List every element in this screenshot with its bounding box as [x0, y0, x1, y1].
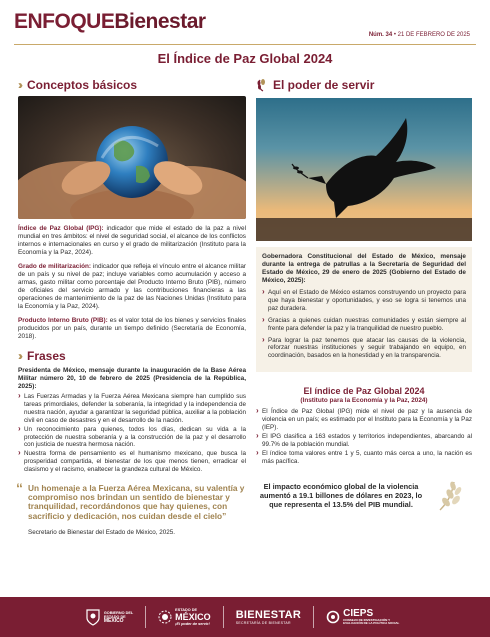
right-column	[256, 78, 472, 512]
footer-divider	[145, 606, 146, 628]
list-item: › Gracias a quienes cuidan nuestras comunidades y están siempre al frente para defender la paz y la tranquilidad de nuestro pueblo.	[262, 317, 466, 333]
definition-pib	[18, 317, 246, 341]
coat-of-arms-icon	[85, 608, 101, 626]
list-item: › El IPG clasifica a 163 estados y territorios independientes, abarcando al 99.7% de la población mundial.	[256, 433, 472, 449]
definition-militarizacion	[18, 263, 246, 311]
masthead-logo	[14, 10, 206, 34]
ipg-list	[256, 408, 472, 465]
masthead	[14, 10, 476, 40]
double-chevron-icon: ››	[18, 78, 20, 92]
issue-info	[369, 32, 470, 38]
logo-part-enfoque: ENFOQUE	[14, 10, 115, 33]
quote-text	[28, 484, 246, 521]
hands-globe-image	[18, 96, 246, 219]
cieps-subtitle: CONSEJO DE INVESTIGACIÓN Y EVALUACIÓN DE LA POLÍTICA SOCIAL	[343, 617, 400, 625]
dove-illustration	[256, 98, 472, 241]
footer-divider	[313, 606, 314, 628]
edomex-big: MÉXICO	[175, 611, 211, 622]
list-item: › Aquí en el Estado de México estamos construyendo un proyecto para que haya bienestar y oportunidades, y eso se logra si tenemos una paz duradera.	[262, 289, 466, 313]
edomex-slogan: ¡El poder de servir!	[175, 621, 210, 626]
governor-speech-box	[256, 247, 472, 372]
logo-part-bienestar: Bienestar	[114, 10, 206, 33]
list-item: › Las Fuerzas Armadas y la Fuerza Aérea Mexicana siempre han cumplido sus tareas primordiales, defender la soberanía, la integridad y la independencia de nuestra nación, ayudar a garantizar la seguridad pública, auxiliar a la población civil en caso de desastres y en el desarrollo de la nación.	[18, 393, 246, 425]
list-item: › Un reconocimiento para quienes, todos los días, dedican su vida a la protección de nuestra soberanía y a la construcción de la paz y el desarrollo con justicia de nuestra hermosa nación.	[18, 426, 246, 450]
definition-term: Índice de Paz Global (IPG):	[18, 225, 104, 232]
cieps-wordmark: CIEPS	[343, 607, 374, 619]
pull-quote	[16, 480, 246, 536]
footer-cieps-logo	[326, 609, 405, 626]
sun-flower-icon	[158, 610, 172, 624]
frases-list	[18, 393, 246, 474]
header-divider	[14, 44, 476, 45]
footer-divider	[223, 606, 224, 628]
bienestar-wordmark: BIENESTAR	[235, 609, 302, 621]
definition-ipg	[18, 225, 246, 257]
ipg-subtitle: (Instituto para la Economía y la Paz, 2024)	[300, 397, 428, 405]
edomex-small: ESTADO DE	[175, 608, 198, 613]
frases-heading-text: Frases	[27, 349, 66, 363]
edomex-text	[175, 608, 211, 625]
open-quote-mark: “	[16, 480, 23, 497]
definition-text: es el valor total de los bienes y servicios finales producidos por un país, durante un tiempo definido (Secretaría de Economía, 2018).	[18, 317, 246, 340]
hands-globe-illustration	[18, 96, 246, 219]
bienestar-subtitle: SECRETARÍA DE BIENESTAR	[235, 621, 291, 625]
left-column	[18, 78, 246, 536]
issue-number: Núm. 34	[368, 32, 393, 38]
page-title: El Índice de Paz Global 2024	[157, 51, 333, 66]
close-quote-mark: ”	[222, 510, 227, 521]
definition-term: Producto Interno Bruto (PIB):	[18, 317, 108, 324]
definition-text: indicador que mide el estado de la paz a nivel mundial en tres ámbitos: el nivel de seguridad social, el alcance de los conflictos internos e internacionales en curso y el grado de militarización (Instituto para la Economía y la Paz, 2024).	[18, 225, 246, 256]
issue-date: • 21 DE FEBRERO DE 2025	[393, 32, 470, 38]
list-item: › Nuestra forma de pensamiento es el humanismo mexicano, que busca la prosperidad compartida, el bienestar de los que menos tienen, erradicar el clasismo y el racismo, enaltecer la grandeza cultural de México.	[18, 450, 246, 474]
cieps-circle-icon	[326, 610, 340, 624]
cieps-text	[343, 609, 405, 626]
gobierno-line3: MÉXICO	[103, 618, 124, 625]
laurel-icon	[256, 78, 270, 92]
conceptos-heading-text: Conceptos básicos	[27, 78, 138, 92]
gobierno-line1: GOBIERNO DEL	[103, 610, 134, 615]
dove-image	[256, 98, 472, 241]
quote-body: Un homenaje a la Fuerza Aérea Mexicana, su valentía y compromiso nos brindan un sentido de bienestar y tranquilidad, recordándonos que hay quienes, con sacrificio y dedicación, nos cuidan desde el cielo	[28, 483, 245, 521]
footer-gobierno-logo	[85, 608, 133, 626]
poder-list	[262, 289, 466, 360]
impact-callout	[256, 480, 472, 512]
list-item: › Para lograr la paz tenemos que atacar las causas de la violencia, reforzar nuestras instituciones y seguir trabajando en equipo, en coordinación, basados en la honestidad y en la transparencia.	[262, 337, 466, 361]
footer-bar	[0, 597, 490, 637]
list-item: › El Índice de Paz Global (IPG) mide el nivel de paz y la ausencia de violencia en un país; es estimado por el Instituto para la Economía y la Paz (IEP).	[256, 408, 472, 432]
list-item: › El índice toma valores entre 1 y 5, cuanto más cerca a uno, la nación es más pacífica.	[256, 450, 472, 466]
frases-speaker: Presidenta de México, mensaje durante la inauguración de la Base Aérea Militar número 20, 10 de febrero de 2025 (Presidencia de la República, 2025):	[18, 367, 246, 390]
poder-speaker: Gobernadora Constitucional del Estado de México, mensaje durante la entrega de patrullas a la Secretaría de Seguridad del Estado de México, 29 de enero de 2025 (Gobierno del Estado de México, 2025):	[262, 253, 466, 284]
conceptos-heading	[18, 78, 246, 92]
gobierno-text	[104, 611, 133, 624]
definition-term: Grado de militarización:	[18, 263, 92, 270]
poder-heading	[256, 78, 472, 92]
laurel-branch-icon	[434, 480, 464, 512]
ipg-title: El índice de Paz Global 2024	[303, 386, 425, 397]
footer-bienestar-logo	[236, 609, 301, 625]
impact-text: El impacto económico global de la violencia aumentó a 19.1 billones de dólares en 2023, lo que representa el 13.5% del PIB mundial.	[259, 482, 423, 510]
definition-text: indicador que refleja el vínculo entre el alcance militar de un país y su nivel de paz; incluye variables como acumulación y acceso a armas, gasto militar como porcentaje del Producto Interno Bruto (PIB), número de oficiales del servicio armado y las contribuciones financieras a las operaciones de mantenimiento de la paz de las Naciones Unidas (Instituto para la Economía y la Paz, 2024).	[18, 263, 247, 310]
footer-edomex-logo	[158, 608, 211, 625]
quote-source: Secretario de Bienestar del Estado de México, 2025.	[28, 528, 176, 536]
ipg-section	[256, 386, 472, 465]
poder-heading-text: El poder de servir	[273, 78, 375, 92]
double-chevron-icon: ››	[18, 349, 20, 363]
frases-heading	[18, 349, 246, 363]
gobierno-line2: ESTADO DE	[103, 614, 126, 619]
